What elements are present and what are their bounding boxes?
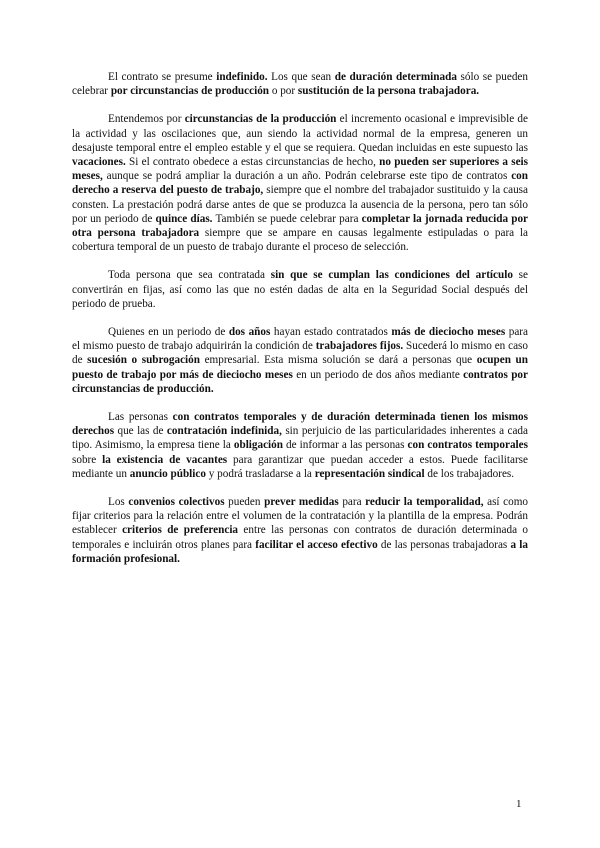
text-run: El contrato se presume — [108, 71, 217, 83]
text-run: que las de — [114, 425, 167, 438]
text-run: aunque se podrá ampliar la duración a un año. Podrán celebrarse este tipo de contratos — [102, 170, 512, 183]
bold-text-run: dos años — [228, 326, 271, 339]
bold-text-run: prever medidas — [264, 496, 339, 509]
bold-text-run: la existencia de vacantes — [102, 453, 228, 466]
bold-text-run: a la formación profesional. — [72, 538, 528, 565]
bold-text-run: más de dieciocho meses — [391, 326, 506, 339]
text-run: empresarial. Esta misma solución se dará a personas que — [199, 354, 477, 367]
bold-text-run: vacaciones. — [72, 156, 126, 169]
text-run: para garantizar que puedan acceder a estos. Puede facilitarse mediante un — [72, 453, 529, 480]
bold-text-run: completar la jornada reducida por otra persona trabajadora — [72, 212, 528, 240]
text-run: Los — [108, 496, 129, 509]
text-run: se convertirán en fijas, así como las que no estén dadas de alta en la Seguridad Social después del periodo de prueba. — [72, 269, 528, 310]
paragraph-6 — [72, 495, 528, 566]
bold-text-run: sustitución de la persona trabajadora. — [297, 85, 480, 98]
text-run: y podrá trasladarse a la — [205, 467, 315, 480]
bold-text-run: de duración determinada — [334, 71, 457, 83]
bold-text-run: convenios colectivos — [128, 496, 225, 509]
text-run: de informar a las personas — [282, 439, 408, 452]
paragraph-4 — [72, 325, 528, 396]
bold-text-run: obligación — [233, 439, 283, 452]
document-body — [72, 70, 528, 580]
text-run: siempre que se ampare en causas legalmente estipuladas o para la cobertura temporal de un puesto de trabajo durante el proceso de selección. — [72, 227, 528, 254]
text-run: así como fijar criterios para la relación entre el volumen de la contratación y la plantilla de la empresa. Podrán establecer — [72, 496, 528, 537]
text-run: Toda persona que sea contratada — [108, 269, 271, 282]
text-run: sólo se pueden celebrar — [72, 71, 528, 98]
bold-text-run: con contratos temporales — [407, 439, 528, 452]
paragraph-1 — [72, 70, 528, 98]
bold-text-run: por circunstancias de producción — [110, 85, 270, 98]
text-run: para el mismo puesto de trabajo adquirirán la condición de — [72, 326, 528, 353]
bold-text-run: indefinido. — [216, 71, 268, 83]
text-run: También se puede celebrar para — [212, 212, 362, 225]
text-run: sin perjuicio de las particularidades inherentes a cada tipo. Asimismo, la empresa tiene la — [72, 425, 528, 452]
bold-text-run: reducir la temporalidad, — [365, 496, 484, 509]
bold-text-run: sin que se cumplan las condiciones del artículo — [270, 269, 513, 282]
text-run: Quienes en un periodo de — [108, 326, 229, 339]
text-run: de las personas trabajadoras — [377, 538, 511, 551]
bold-text-run: criterios de preferencia — [122, 524, 239, 537]
text-run: sobre — [72, 453, 103, 466]
bold-text-run: contratos por circunstancias de producción. — [72, 368, 528, 395]
paragraph-5 — [72, 410, 528, 481]
text-run: en un periodo de dos años mediante — [292, 368, 464, 381]
bold-text-run: anuncio público — [129, 467, 206, 480]
text-run: pueden — [224, 496, 265, 509]
text-run: de los trabajadores. — [424, 467, 515, 480]
text-run: siempre que el nombre del trabajador sustituido y la causa consten. La prestación podrá darse antes de que se produzca la ausencia de la persona, pero tan sólo por un periodo de — [72, 184, 529, 225]
bold-text-run: con contratos temporales y de duración determinada tienen los mismos derechos — [72, 411, 528, 438]
text-run: para — [338, 496, 366, 509]
bold-text-run: sucesión o subrogación — [87, 354, 200, 367]
bold-text-run: contratación indefinida, — [166, 425, 282, 438]
text-run: entre las personas con contratos de duración determinada o temporales e incluirán otros planes para — [72, 524, 528, 551]
bold-text-run: facilitar el acceso efectivo — [255, 538, 378, 551]
page-number: 1 — [516, 798, 522, 810]
bold-text-run: quince días. — [155, 212, 213, 225]
bold-text-run: representación sindical — [314, 467, 425, 480]
text-run: Entendemos por — [108, 113, 185, 126]
text-run: Las personas — [108, 411, 173, 424]
text-run: Sucederá lo mismo en caso de — [72, 340, 528, 367]
text-run: o por — [269, 85, 298, 98]
bold-text-run: trabajadores fijos. — [315, 340, 404, 353]
text-run: Los que sean — [267, 71, 335, 83]
paragraph-3 — [72, 268, 528, 311]
text-run: el incremento ocasional e imprevisible de la actividad y las oscilaciones que, aun siendo la actividad normal de la empresa, generen un desajuste temporal entre el empleo estable y el que se requiera. Quedan incluidas en este supuesto las — [72, 113, 528, 154]
text-run: Si el contrato obedece a estas circunstancias de hecho, — [125, 156, 380, 169]
bold-text-run: con derecho a reserva del puesto de trabajo, — [72, 170, 528, 197]
paragraph-2 — [72, 112, 528, 254]
bold-text-run: circunstancias de la producción — [184, 113, 337, 126]
bold-text-run: ocupen un puesto de trabajo por más de dieciocho meses — [72, 354, 528, 381]
bold-text-run: no pueden ser superiores a seis meses, — [72, 156, 529, 183]
text-run: hayan estado contratados — [270, 326, 392, 339]
